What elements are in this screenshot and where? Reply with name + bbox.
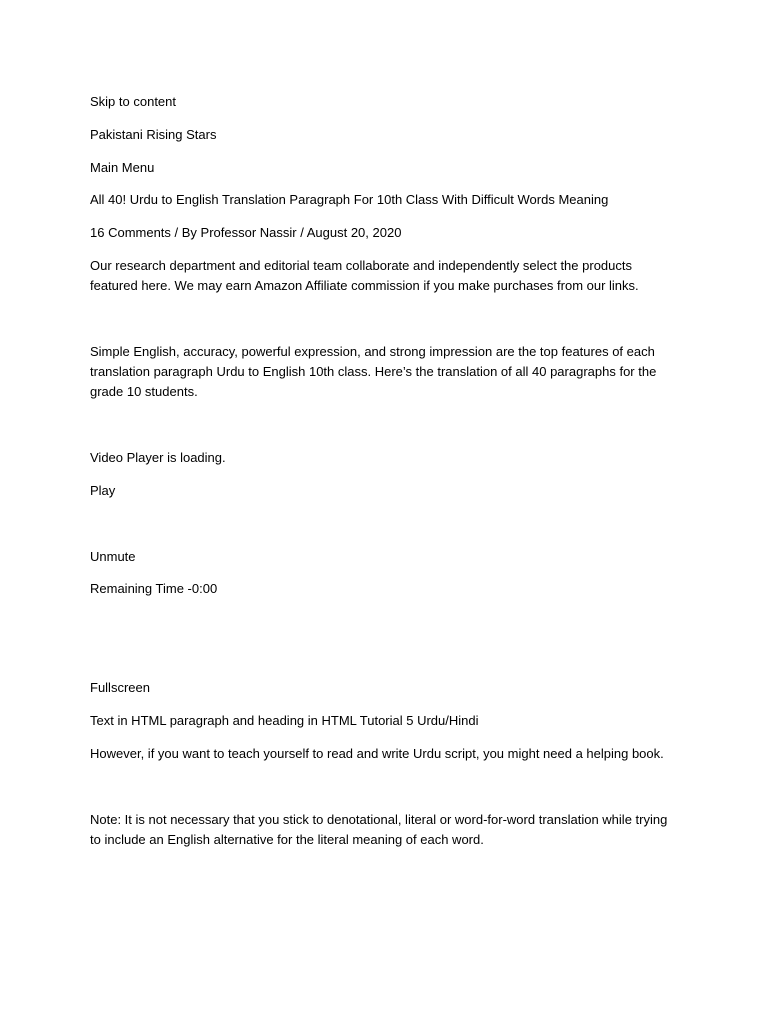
note-paragraph: Note: It is not necessary that you stick to denotational, literal or word-for-word translation while trying to include an English alternative for the literal meaning of each word.	[90, 812, 668, 847]
unmute-button[interactable]: Unmute	[90, 547, 680, 567]
main-menu-button[interactable]: Main Menu	[90, 158, 680, 178]
body-paragraph: However, if you want to teach yourself to read and write Urdu script, you might need a helping book.	[90, 746, 664, 761]
skip-to-content-link[interactable]: Skip to content	[90, 94, 176, 109]
play-button[interactable]: Play	[90, 481, 680, 501]
video-title: Text in HTML paragraph and heading in HTML Tutorial 5 Urdu/Hindi	[90, 713, 479, 728]
article-title: All 40! Urdu to English Translation Paragraph For 10th Class With Difficult Words Meaning	[90, 192, 609, 207]
site-title-link[interactable]: Pakistani Rising Stars	[90, 127, 217, 142]
intro-paragraph: Simple English, accuracy, powerful expression, and strong impression are the top features of each translation paragraph Urdu to English 10th class. Here’s the translation of all 40 paragraphs for the grade 10 students.	[90, 344, 657, 399]
affiliate-disclosure: Our research department and editorial team collaborate and independently select the products featured here. We may earn Amazon Affiliate commission if you make purchases from our links.	[90, 258, 639, 293]
fullscreen-button[interactable]: Fullscreen	[90, 678, 680, 698]
remaining-time: Remaining Time -0:00	[90, 581, 218, 596]
video-loading-text: Video Player is loading.	[90, 450, 226, 465]
article-meta: 16 Comments / By Professor Nassir / August 20, 2020	[90, 225, 402, 240]
